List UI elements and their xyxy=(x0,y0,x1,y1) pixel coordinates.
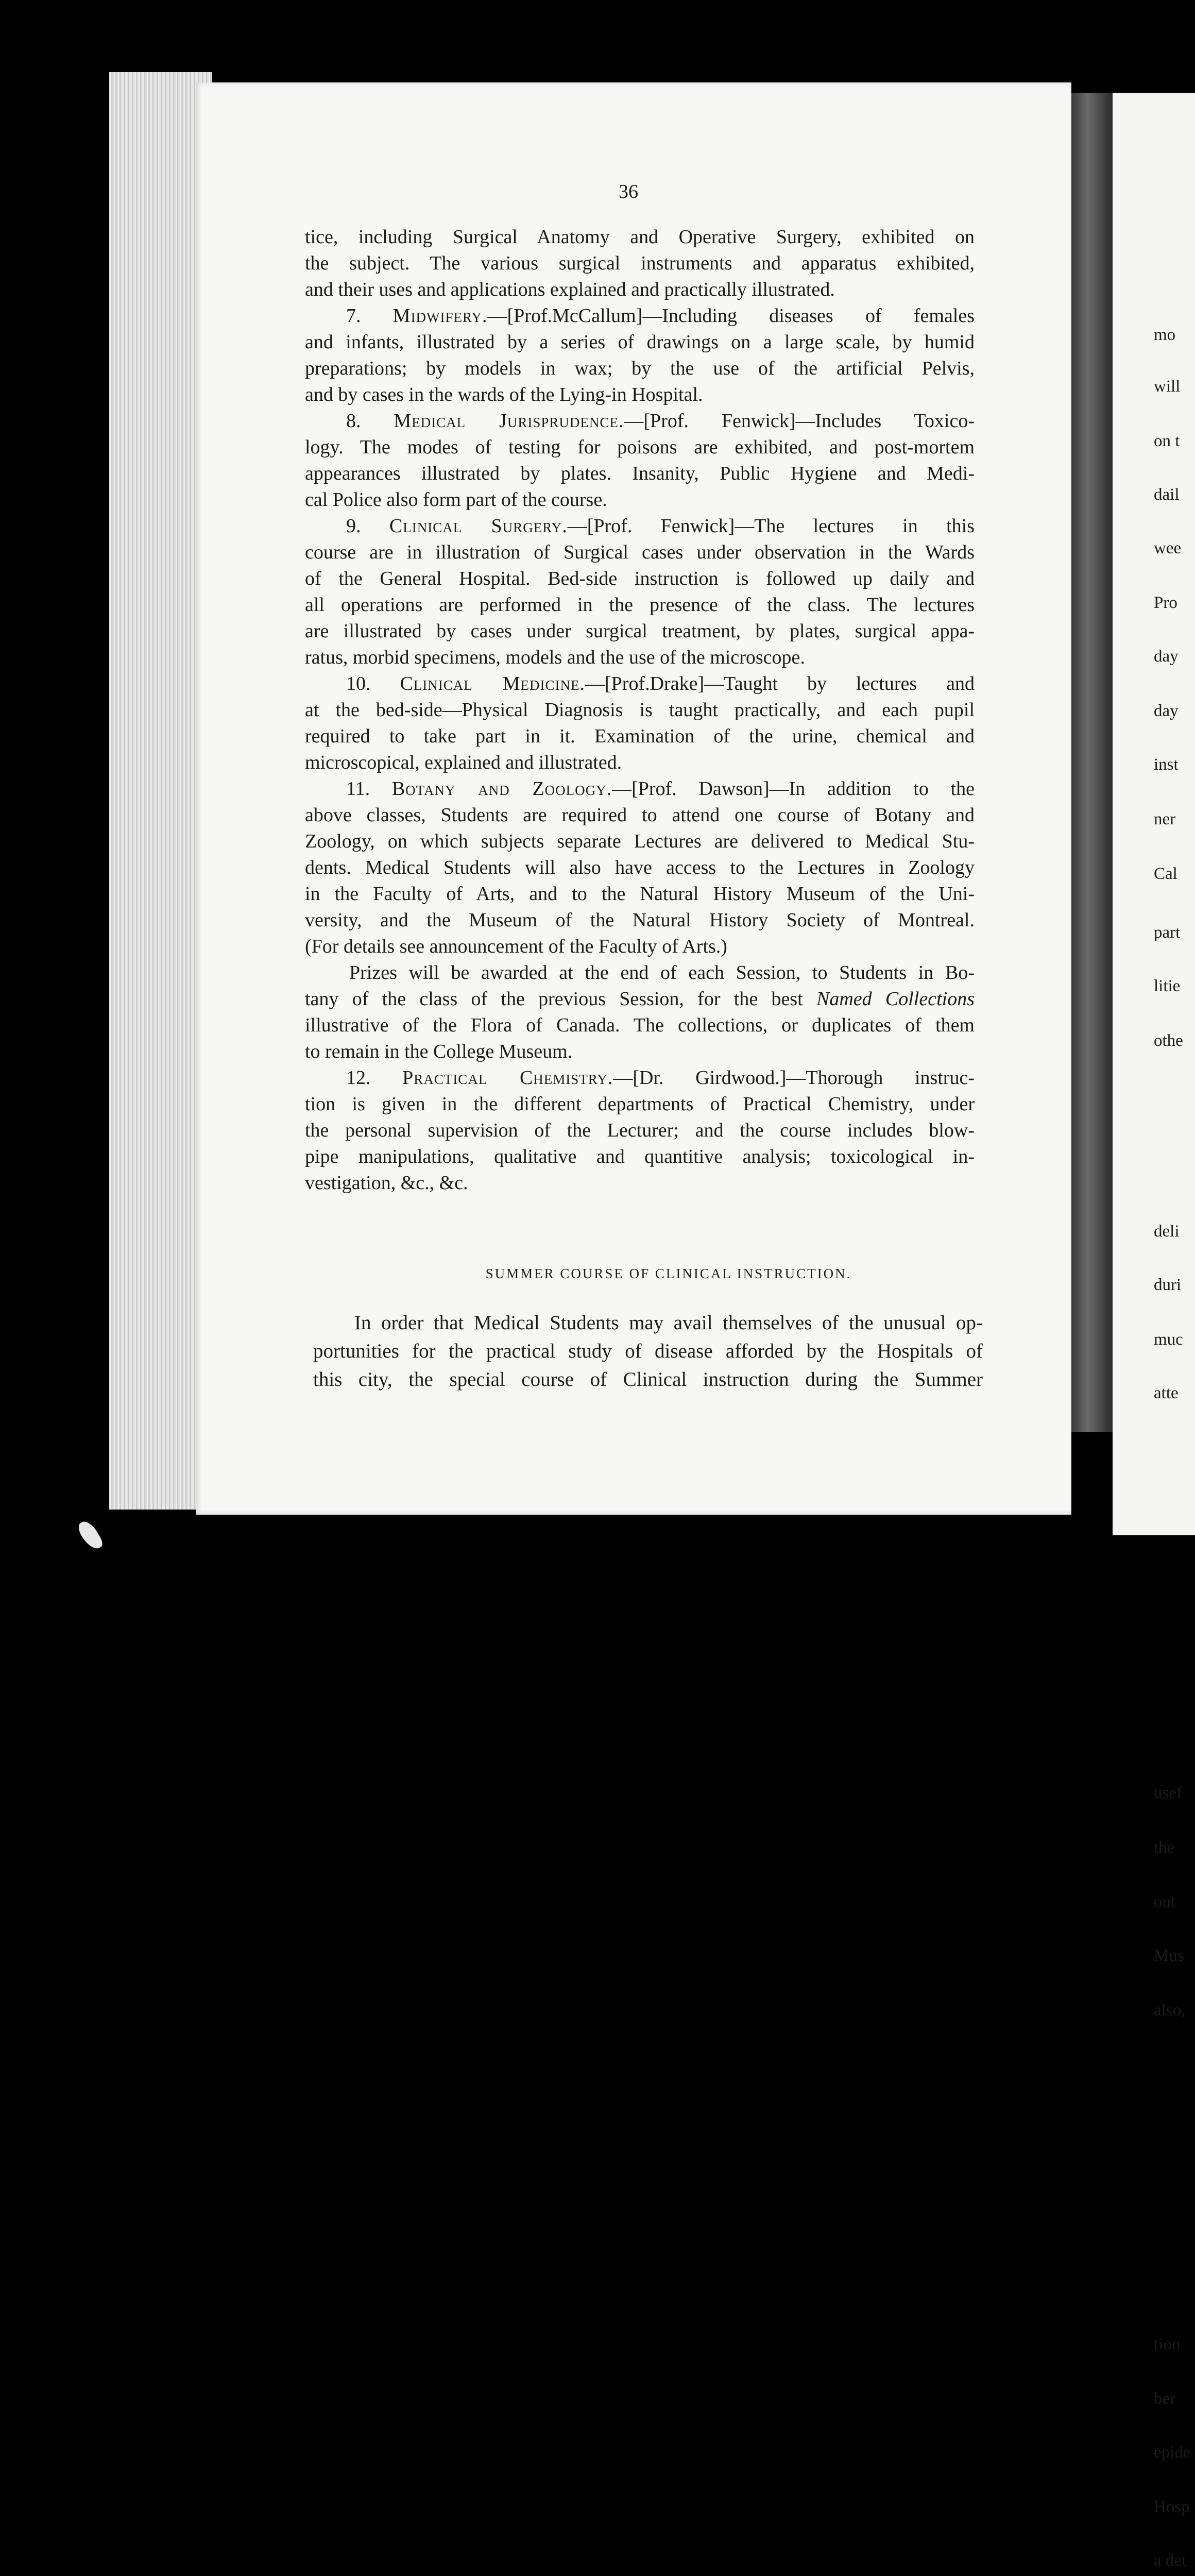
text-line: versity, and the Museum of the Natural History Society of Montreal. xyxy=(305,909,975,931)
item-heading: Botany and Zoology. xyxy=(391,778,612,800)
text-line: are illustrated by cases under surgical treatment, by plates, surgical appa- xyxy=(305,620,975,642)
right-page-fragment: epide xyxy=(1154,2443,1191,2462)
text-line: tion is given in the different departments of Practical Chemistry, under xyxy=(305,1093,975,1115)
text-line: Zoology, on which subjects separate Lectures are delivered to Medical Stu- xyxy=(305,831,975,852)
right-page-fragment: usef xyxy=(1154,1784,1182,1802)
right-page-fragment: Pro xyxy=(1154,594,1177,612)
right-page-fragment: Mus xyxy=(1154,1946,1184,1965)
text-line: pipe manipulations, qualitative and quantitive analysis; toxicological in- xyxy=(305,1146,975,1167)
text-line: appearances illustrated by plates. Insanity, Public Hygiene and Medi- xyxy=(305,463,975,484)
text-line xyxy=(305,513,975,539)
item-number: 7. xyxy=(346,305,393,327)
item-text: —[Prof. Dawson]—In addition to the xyxy=(612,778,975,800)
text-line: required to take part in it. Examination of the urine, chemical and xyxy=(305,725,975,747)
text-line: all operations are performed in the presence of the class. The lectures xyxy=(305,594,975,616)
right-page-fragment: inst xyxy=(1154,755,1179,774)
right-page-fragment: litie xyxy=(1154,977,1181,995)
right-page-fragment: part xyxy=(1154,923,1181,942)
text-line: microscopical, explained and illustrated. xyxy=(305,752,622,773)
page-number: 36 xyxy=(619,181,638,202)
item-number: 8. xyxy=(346,410,394,432)
text-line: and by cases in the wards of the Lying-in Hospital. xyxy=(305,384,703,405)
item-heading: Clinical Surgery. xyxy=(389,515,568,537)
text-line xyxy=(305,776,975,802)
text-line: the personal supervision of the Lecturer; and the course includes blow- xyxy=(305,1120,975,1141)
item-text: —[Prof. Fenwick]—Includes Toxico- xyxy=(624,410,975,432)
right-page-fragment: ner xyxy=(1154,810,1176,828)
item-heading: Clinical Medicine. xyxy=(400,673,586,694)
text-line: logy. The modes of testing for poisons are exhibited, and post-mortem xyxy=(305,436,975,458)
right-page-fragment: wee xyxy=(1154,539,1182,557)
right-page-fragment: atte xyxy=(1154,1384,1179,1402)
text-line: vestigation, &c., &c. xyxy=(305,1172,468,1194)
item-number: 9. xyxy=(346,515,389,537)
text-line xyxy=(305,1065,975,1091)
item-number: 11. xyxy=(346,778,392,800)
text-line: tice, including Surgical Anatomy and Operative Surgery, exhibited on xyxy=(305,226,975,248)
text-line: course are in illustration of Surgical cases under observation in the Wards xyxy=(305,541,975,563)
right-page-fragment: mo xyxy=(1154,326,1176,344)
section-heading: SUMMER COURSE OF CLINICAL INSTRUCTION. xyxy=(485,1266,852,1281)
item-number: 10. xyxy=(346,673,400,694)
right-page-fragment: duri xyxy=(1154,1276,1182,1294)
text-line xyxy=(305,303,975,329)
text-line: (For details see announcement of the Faculty of Arts.) xyxy=(305,936,727,957)
right-page-fragment: Cal xyxy=(1154,865,1177,883)
right-page-fragment: day xyxy=(1154,647,1179,666)
text-line: the subject. The various surgical instruments and apparatus exhibited, xyxy=(305,252,975,274)
text-line: tany of the class of the previous Session, for the best Named Collections xyxy=(305,988,975,1010)
item-text: —[Prof.McCallum]—Including diseases of females xyxy=(487,305,975,327)
item-text: —[Dr. Girdwood.]—Thorough instruc- xyxy=(613,1067,975,1089)
item-heading: Medical Jurisprudence. xyxy=(394,410,624,432)
right-page-fragment: ber xyxy=(1154,2389,1176,2408)
right-page-fragment: on t xyxy=(1154,432,1180,450)
text-line xyxy=(305,408,975,434)
text-line: and infants, illustrated by a series of drawings on a large scale, by humid xyxy=(305,331,975,353)
text-line: dents. Medical Students will also have access to the Lectures in Zoology xyxy=(305,857,975,878)
right-page-fragment: the xyxy=(1154,1838,1175,1857)
text-line: at the bed-side—Physical Diagnosis is taught practically, and each pupil xyxy=(305,699,975,721)
text-line: preparations; by models in wax; by the use of the artificial Pelvis, xyxy=(305,358,975,379)
text-line: and their uses and applications explained and practically illustrated. xyxy=(305,279,835,300)
text-line xyxy=(305,671,975,697)
right-page-fragment: out xyxy=(1154,1893,1176,1911)
thumb-smudge xyxy=(76,1518,105,1553)
right-page-fragment: also, xyxy=(1154,2001,1186,2020)
summer-text-line: this city, the special course of Clinical instruction during the Summer xyxy=(313,1368,983,1391)
body-text xyxy=(305,224,975,1196)
right-page-fragment: day xyxy=(1154,702,1179,720)
italic-text: Named Collections xyxy=(816,988,975,1010)
right-page-fragment: a det xyxy=(1154,2551,1187,2570)
text-line: above classes, Students are required to attend one course of Botany and xyxy=(305,804,975,826)
item-heading: Midwifery. xyxy=(392,305,488,327)
text-line: illustrative of the Flora of Canada. The collections, or duplicates of them xyxy=(305,1014,975,1036)
right-page xyxy=(1113,93,1195,2570)
right-page-fragment: othe xyxy=(1154,1031,1183,1050)
summer-text-line: In order that Medical Students may avail themselves of the unusual op- xyxy=(354,1312,983,1334)
item-heading: Practical Chemistry. xyxy=(402,1067,613,1089)
book-gutter xyxy=(1071,93,1113,1432)
right-page-fragment: Hosp xyxy=(1154,2498,1190,2516)
text-line: Prizes will be awarded at the end of each Session, to Students in Bo- xyxy=(349,962,975,984)
text-line: ratus, morbid specimens, models and the use of the microscope. xyxy=(305,647,805,668)
summer-text-line: portunities for the practical study of disease afforded by the Hospitals of xyxy=(313,1340,983,1362)
right-page-fragment: will xyxy=(1154,377,1181,396)
right-page-fragment: tion xyxy=(1154,2335,1181,2353)
item-text: —[Prof. Fenwick]—The lectures in this xyxy=(567,515,975,537)
text-line: to remain in the College Museum. xyxy=(305,1041,573,1062)
item-number: 12. xyxy=(346,1067,403,1089)
summer-course-section xyxy=(313,1266,983,1394)
text-line: cal Police also form part of the course. xyxy=(305,489,607,511)
text-line: of the General Hospital. Bed-side instruction is followed up daily and xyxy=(305,568,975,589)
item-text: —[Prof.Drake]—Taught by lectures and xyxy=(585,673,975,694)
text-line: in the Faculty of Arts, and to the Natural History Museum of the Uni- xyxy=(305,883,975,905)
right-page-fragment: muc xyxy=(1154,1330,1183,1349)
right-page-fragment: dail xyxy=(1154,485,1180,504)
right-page-fragment: deli xyxy=(1154,1222,1180,1241)
